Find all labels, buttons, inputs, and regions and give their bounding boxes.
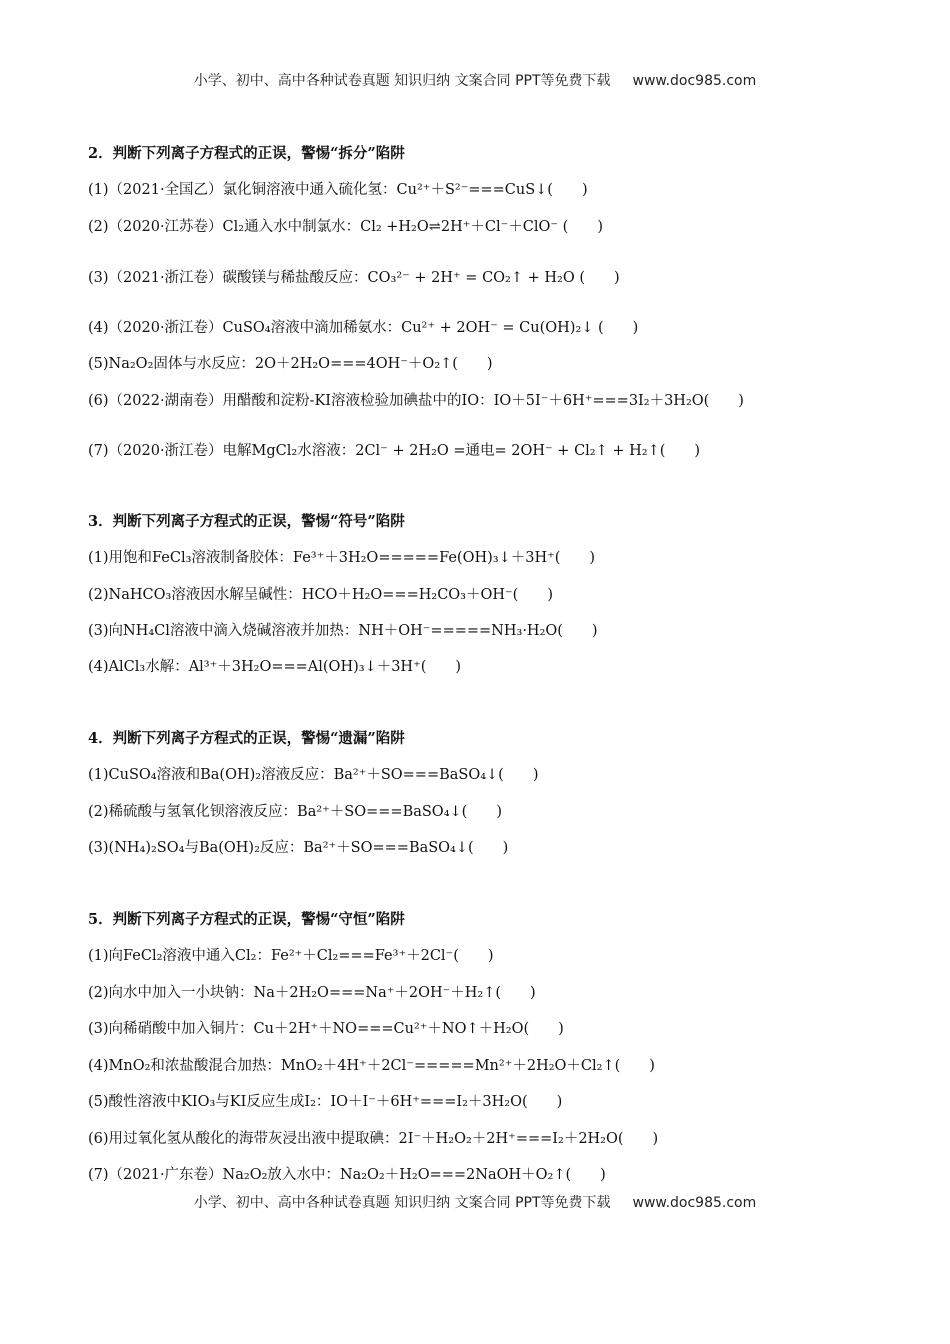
- page-footer: [0, 1192, 950, 1212]
- section-4-title: 4．判断下列离子方程式的正误，警惕“遗漏”陷阱: [88, 730, 405, 747]
- s5-item-6: (6)用过氧化氢从酸化的海带灰浸出液中提取碘：2I⁻＋H₂O₂＋2H⁺===I₂＋2H₂O( ): [88, 1131, 659, 1147]
- s3-item-1: (1)用饱和FeCl₃溶液制备胶体：Fe³⁺＋3H₂O=====Fe(OH)₃↓＋3H⁺( ): [88, 550, 596, 566]
- s5-item-4: (4)MnO₂和浓盐酸混合加热：MnO₂＋4H⁺＋2Cl⁻=====Mn²⁺＋2H₂O＋Cl₂↑( ): [88, 1058, 655, 1074]
- s3-item-4: (4)AlCl₃水解：Al³⁺＋3H₂O===Al(OH)₃↓＋3H⁺( ): [88, 659, 462, 675]
- footer-url[interactable]: www.doc985.com: [632, 1195, 757, 1211]
- s5-item-2: (2)向水中加入一小块钠：Na＋2H₂O===Na⁺＋2OH⁻＋H₂↑( ): [88, 985, 536, 1001]
- s4-item-2: (2)稀硫酸与氢氧化钡溶液反应：Ba²⁺＋SO===BaSO₄↓( ): [88, 804, 502, 820]
- s2-item-3: (3)（2021·浙江卷）碳酸镁与稀盐酸反应：CO₃²⁻ + 2H⁺ = CO₂↑ + H₂O ( ): [88, 270, 620, 286]
- s2-item-6: (6)（2022·湖南卷）用醋酸和淀粉-KI溶液检验加碘盐中的IO：IO＋5I⁻＋6H⁺===3I₂＋3H₂O( ): [88, 393, 744, 409]
- header-text: 小学、初中、高中各种试卷真题 知识归纳 文案合同 PPT等免费下载: [193, 73, 611, 89]
- s2-item-4: (4)（2020·浙江卷）CuSO₄溶液中滴加稀氨水：Cu²⁺ + 2OH⁻ = Cu(OH)₂↓ ( ): [88, 320, 639, 336]
- header-url[interactable]: www.doc985.com: [632, 73, 757, 89]
- s3-item-3: (3)向NH₄Cl溶液中滴入烧碱溶液并加热：NH＋OH⁻=====NH₃·H₂O( ): [88, 623, 598, 639]
- s2-item-1: (1)（2021·全国乙）氯化铜溶液中通入硫化氢：Cu²⁺＋S²⁻===CuS↓( ): [88, 182, 588, 198]
- s5-item-3: (3)向稀硝酸中加入铜片：Cu＋2H⁺＋NO===Cu²⁺＋NO↑＋H₂O( ): [88, 1021, 564, 1037]
- s4-item-1: (1)CuSO₄溶液和Ba(OH)₂溶液反应：Ba²⁺＋SO===BaSO₄↓( ): [88, 767, 539, 783]
- section-5-title: 5．判断下列离子方程式的正误，警惕“守恒”陷阱: [88, 911, 405, 928]
- s5-item-7: (7)（2021·广东卷）Na₂O₂放入水中：Na₂O₂＋H₂O===2NaOH＋O₂↑( ): [88, 1167, 606, 1183]
- s5-item-1: (1)向FeCl₂溶液中通入Cl₂：Fe²⁺＋Cl₂===Fe³⁺＋2Cl⁻( ): [88, 948, 494, 964]
- s2-item-7: (7)（2020·浙江卷）电解MgCl₂水溶液：2Cl⁻ + 2H₂O =通电= 2OH⁻ + Cl₂↑ + H₂↑( ): [88, 443, 701, 459]
- s2-item-5: (5)Na₂O₂固体与水反应：2O＋2H₂O===4OH⁻＋O₂↑( ): [88, 356, 493, 372]
- s5-item-5: (5)酸性溶液中KIO₃与KI反应生成I₂：IO＋I⁻＋6H⁺===I₂＋3H₂O( ): [88, 1094, 563, 1110]
- section-2-title: 2．判断下列离子方程式的正误，警惕“拆分”陷阱: [88, 145, 405, 162]
- footer-text: 小学、初中、高中各种试卷真题 知识归纳 文案合同 PPT等免费下载: [193, 1195, 611, 1211]
- s2-item-2: (2)（2020·江苏卷）Cl₂通入水中制氯水：Cl₂ +H₂O⇌2H⁺＋Cl⁻＋ClO⁻ ( ): [88, 219, 603, 235]
- s4-item-3: (3)(NH₄)₂SO₄与Ba(OH)₂反应：Ba²⁺＋SO===BaSO₄↓( ): [88, 840, 509, 856]
- page-header: [0, 70, 950, 90]
- section-3-title: 3．判断下列离子方程式的正误，警惕“符号”陷阱: [88, 513, 405, 530]
- s3-item-2: (2)NaHCO₃溶液因水解呈碱性：HCO＋H₂O===H₂CO₃＋OH⁻( ): [88, 587, 553, 603]
